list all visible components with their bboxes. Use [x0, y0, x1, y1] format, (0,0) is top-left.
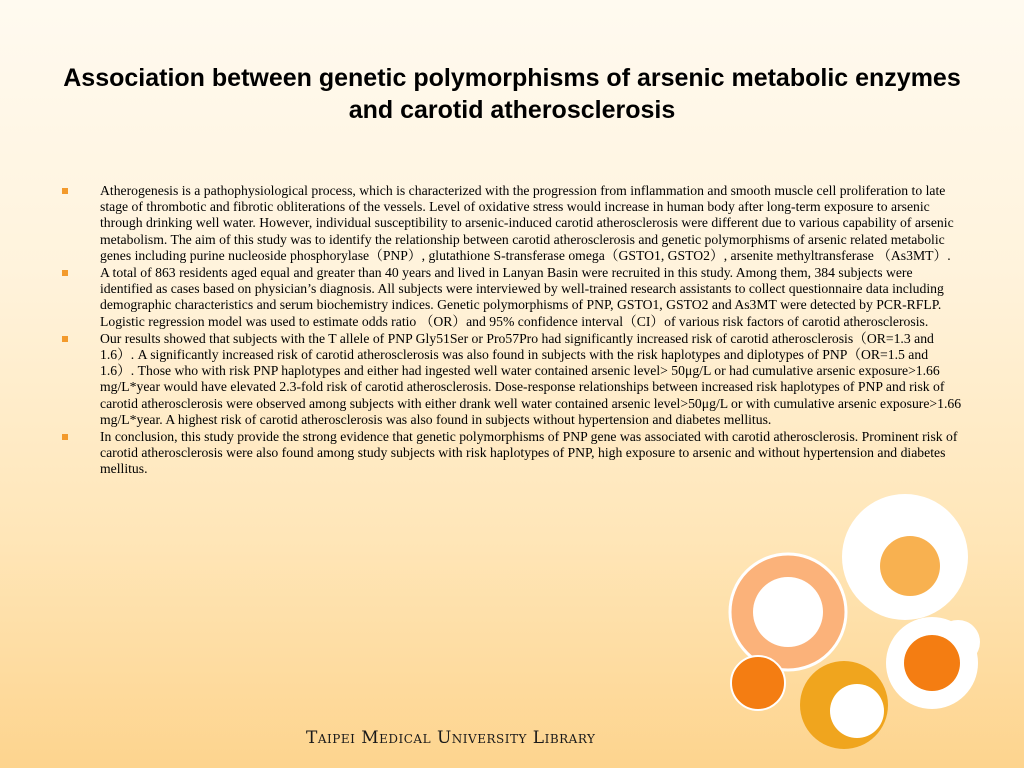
large-white-circle-right: [842, 494, 968, 620]
bullet-text: Atherogenesis is a pathophysiological process, which is characterized with the progression from inflammation and smooth muscle cell proliferation to late stage of thrombotic and fibrotic obliterations of the vessels. Level of oxidative stress would increase in human body after long-term exposure to arsenic through drinking well water. However, individual susceptibility to arsenic-induced carotid atherosclerosis were different due to various capability of arsenic metabolism. The aim of this study was to identify the relationship between carotid atherosclerosis and genetic polymorphisms of arsenic related metabolic genes including purine nucleoside phosphorylase（PNP）, glutathione S-transferase omega（GSTO1, GSTO2）, arsenite methyltransferase （As3MT）.: [100, 183, 954, 263]
square-bullet-icon: [62, 188, 68, 194]
bullet-item-results: [62, 331, 962, 428]
square-bullet-icon: [62, 270, 68, 276]
white-circle-inner: [753, 577, 823, 647]
white-ring-circle: [886, 617, 978, 709]
bullet-text: In conclusion, this study provide the strong evidence that genetic polymorphisms of PNP gene was associated with carotid atherosclerosis. Prominent risk of carotid atherosclerosis were also found among study subjects with risk haplotypes of PNP, high exposure to arsenic and without hypertension and diabetes mellitus.: [100, 429, 958, 477]
bullet-item-conclusion: [62, 429, 962, 478]
amber-ring-circle: [800, 661, 888, 749]
bullet-item-methods: [62, 265, 962, 330]
orange-circle-left: [731, 656, 785, 710]
orange-circle-right: [904, 635, 960, 691]
footer-library-name: Taipei Medical University Library: [306, 728, 596, 748]
small-white-circle-right: [936, 620, 980, 664]
bullet-text: A total of 863 residents aged equal and greater than 40 years and lived in Lanyan Basin were recruited in this study. Among them, 384 subjects were identified as cases based on physician’s diagnosis. All subjects were interviewed by well-trained research assistants to collect questionnaire data including demographic characteristics and serum biochemistry indices. Genetic polymorphisms of PNP, GSTO1, GSTO2 and As3MT were detected by PCR-RFLP. Logistic regression model was used to estimate odds ratio （OR）and 95% confidence interval（CI）of various risk factors of carotid atherosclerosis.: [100, 265, 944, 329]
square-bullet-icon: [62, 434, 68, 440]
white-circle-bottom: [830, 684, 884, 738]
bullet-list: [62, 183, 962, 479]
square-bullet-icon: [62, 336, 68, 342]
peach-ring-circle: [730, 554, 846, 670]
light-orange-circle-right: [880, 536, 940, 596]
bullet-text: Our results showed that subjects with the T allele of PNP Gly51Ser or Pro57Pro had significantly increased risk of carotid atherosclerosis（OR=1.3 and 1.6）. A significantly increased risk of carotid atherosclerosis was also found in subjects with the risk haplotypes and diplotypes of PNP（OR=1.5 and 1.6）. Those who with risk PNP haplotypes and either had ingested well water contained arsenic level> 50μg/L or had cumulative arsenic exposure>1.66 mg/L*year would have elevated 2.3-fold risk of carotid atherosclerosis. Dose-response relationships between increased risk haplotypes of PNP and risk of carotid atherosclerosis were observed among subjects with either drank well water contained arsenic level>50μg/L or with cumulative arsenic exposure>1.66 mg/L*year. A highest risk of carotid atherosclerosis was also found in subjects without hypertension and diabetes mellitus.: [100, 330, 962, 427]
bullet-item-background: [62, 183, 962, 264]
slide-title: Association between genetic polymorphisms of arsenic metabolic enzymes and carotid atherosclerosis: [63, 64, 961, 124]
